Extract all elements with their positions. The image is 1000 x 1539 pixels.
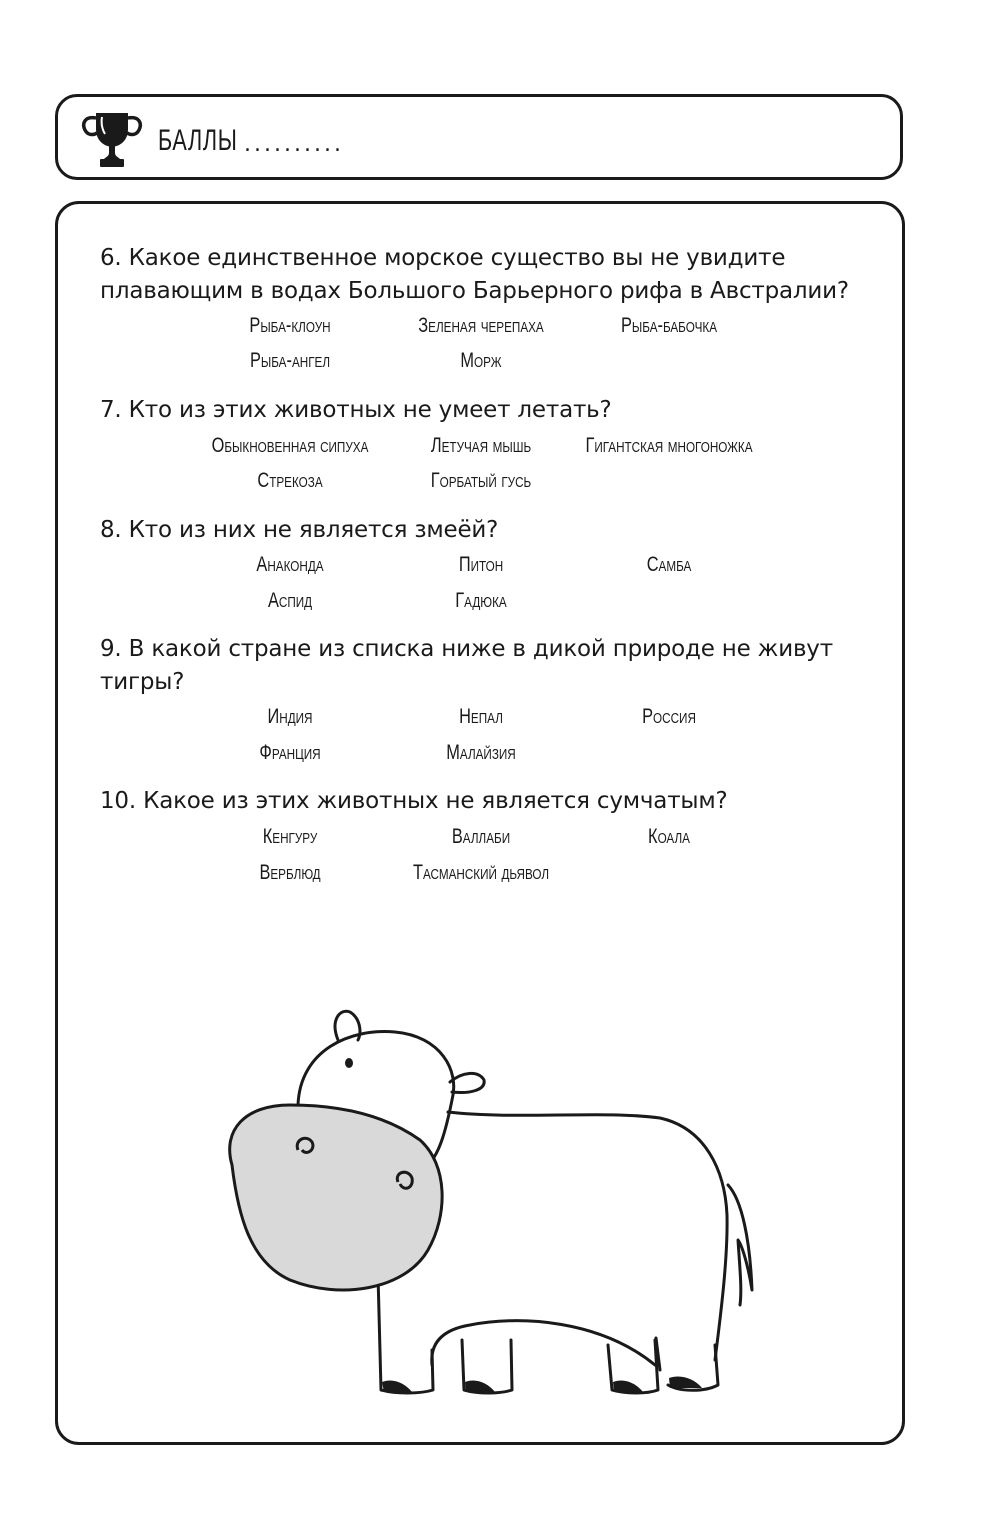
answer-option: Валлаби	[451, 825, 511, 848]
hippo-illustration	[215, 995, 785, 1415]
question-8: 8. Кто из них не является змеёй?	[100, 517, 499, 543]
answer-option: Рыба-клоун	[249, 314, 331, 337]
score-box	[55, 94, 903, 180]
question-9: 9. В какой стране из списка ниже в дикой природе не живут тигры?	[100, 636, 833, 695]
answer-option: Индия	[267, 705, 313, 728]
score-label: БАЛЛЫ	[158, 124, 238, 157]
answer-option: Гигантская многоножка	[585, 434, 753, 457]
answer-option: Летучая мышь	[430, 434, 532, 457]
answer-option: Малайзия	[446, 741, 516, 764]
question-7: 7. Кто из этих животных не умеет летать?	[100, 397, 612, 423]
trophy-icon	[78, 109, 146, 171]
answer-option: Коала	[648, 825, 690, 848]
question-6: 6. Какое единственное морское существо вы не увидите плавающим в водах Большого Барьерного рифа в Австралии?	[100, 245, 849, 304]
answer-option: Стрекоза	[257, 469, 323, 492]
score-blank: ..........	[244, 132, 344, 157]
answer-option: Верблюд	[259, 861, 321, 884]
answer-option: Морж	[460, 349, 502, 372]
answer-option: Горбатый гусь	[430, 469, 532, 492]
answer-option: Франция	[259, 741, 321, 764]
answer-option: Анаконда	[256, 553, 324, 576]
answer-option: Тасманский дьявол	[412, 861, 550, 884]
answer-option: Россия	[642, 705, 696, 728]
question-10: 10. Какое из этих животных не является сумчатым?	[100, 788, 728, 814]
answer-option: Рыба-ангел	[249, 349, 331, 372]
answer-option: Зеленая черепаха	[418, 314, 544, 337]
answer-option: Рыба-бабочка	[620, 314, 718, 337]
answer-option: Непал	[459, 705, 503, 728]
answer-option: Самба	[646, 553, 692, 576]
answer-option: Гадюка	[455, 589, 507, 612]
answer-option: Аспид	[267, 589, 313, 612]
answer-option: Питон	[458, 553, 504, 576]
answer-option: Обыкновенная сипуха	[211, 434, 369, 457]
answer-option: Кенгуру	[262, 825, 318, 848]
